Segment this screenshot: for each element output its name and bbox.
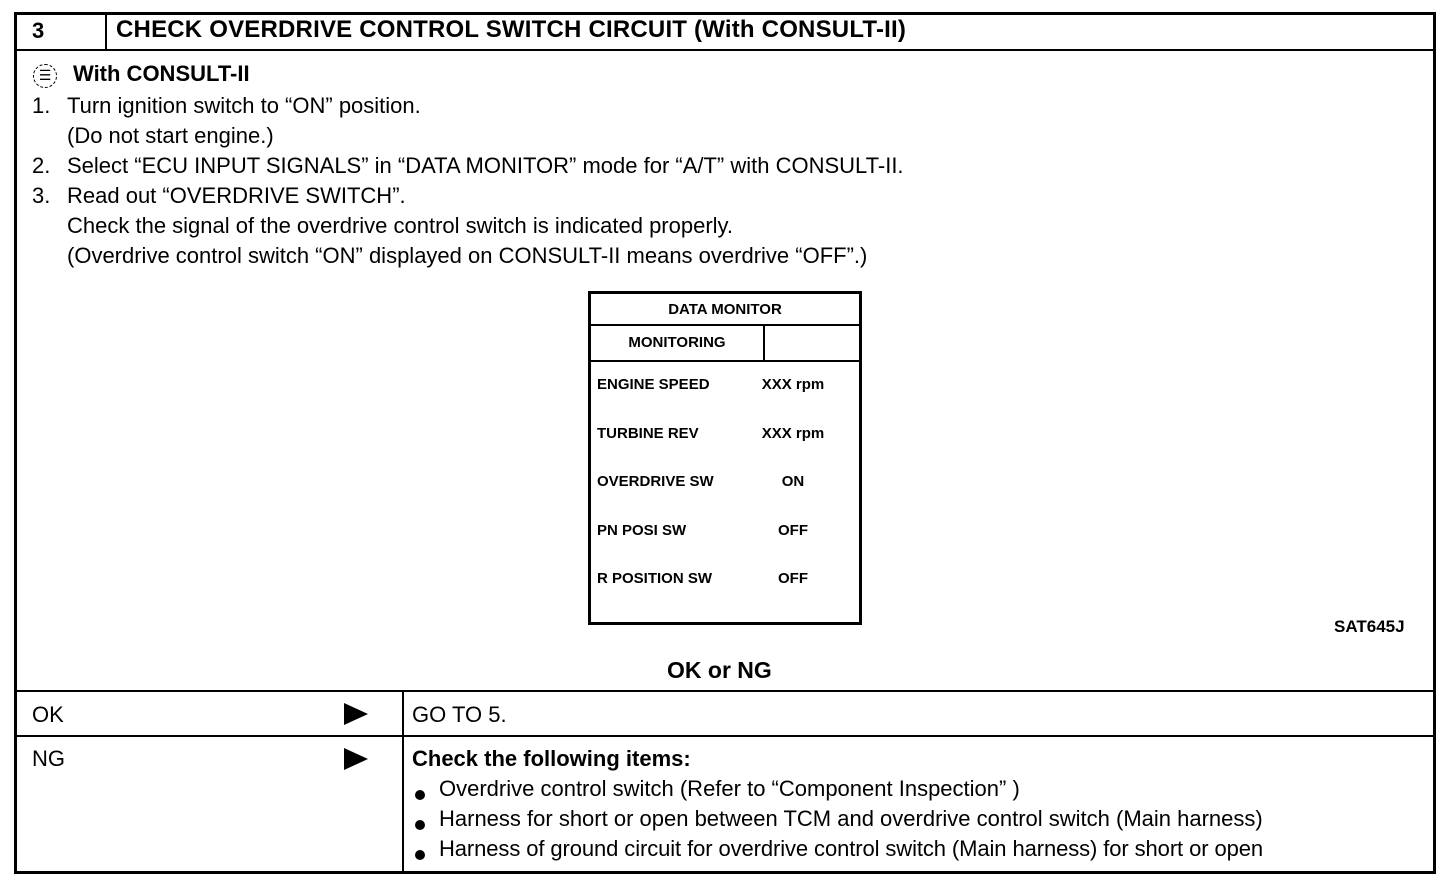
results-top-rule xyxy=(15,690,1435,692)
arrow-right-icon xyxy=(344,703,368,725)
consult-tester-icon: ☰ xyxy=(33,64,57,88)
monitor-item-overdrive-sw: OVERDRIVE SW xyxy=(597,473,714,490)
results-middle-rule xyxy=(15,735,1435,737)
result-ng-heading: Check the following items: xyxy=(412,746,691,771)
mode-label: With CONSULT-II xyxy=(73,61,250,86)
result-heading: OK or NG xyxy=(667,657,772,683)
bullet-icon xyxy=(415,820,425,830)
instruction-text: (Overdrive control switch “ON” displayed on CONSULT-II means overdrive “OFF”.) xyxy=(67,243,868,268)
monitor-value-pn-posi-sw: OFF xyxy=(778,522,808,539)
instruction-text: Read out “OVERDRIVE SWITCH”. xyxy=(67,183,406,208)
monitor-item-r-position-sw: R POSITION SW xyxy=(597,570,713,587)
result-ng-label: NG xyxy=(32,746,65,771)
step-title: CHECK OVERDRIVE CONTROL SWITCH CIRCUIT (With CONSULT-II) xyxy=(116,16,907,43)
arrow-right-icon xyxy=(344,748,368,770)
monitor-value-turbine-rev: XXX rpm xyxy=(761,425,825,442)
monitor-value-engine-speed: XXX rpm xyxy=(761,376,825,393)
data-monitor-screen xyxy=(588,291,862,625)
results-column-divider xyxy=(402,691,404,872)
result-ok-label: OK xyxy=(32,702,64,727)
step-number: 3 xyxy=(32,18,45,43)
bullet-icon xyxy=(415,790,425,800)
monitor-value-r-position-sw: OFF xyxy=(778,570,808,587)
monitor-item-engine-speed: ENGINE SPEED xyxy=(597,376,710,393)
result-ng-item: Harness of ground circuit for overdrive control switch (Main harness) for short or open xyxy=(439,836,1263,861)
instruction-number: 3. xyxy=(32,183,51,208)
result-ok-action: GO TO 5. xyxy=(412,702,507,727)
monitor-subtitle-blank-cell xyxy=(765,326,859,362)
monitor-value-overdrive-sw: ON xyxy=(781,473,805,490)
instruction-text: (Do not start engine.) xyxy=(67,123,274,148)
monitor-item-pn-posi-sw: PN POSI SW xyxy=(597,522,687,539)
header-bottom-rule xyxy=(15,49,1435,51)
monitor-subtitle: MONITORING xyxy=(591,326,765,362)
instruction-text: Turn ignition switch to “ON” position. xyxy=(67,93,421,118)
instruction-text: Select “ECU INPUT SIGNALS” in “DATA MONITOR” mode for “A/T” with CONSULT-II. xyxy=(67,153,904,178)
header-divider xyxy=(105,14,107,50)
result-ng-item: Harness for short or open between TCM and overdrive control switch (Main harness) xyxy=(439,806,1263,831)
figure-code: SAT645J xyxy=(1334,617,1405,636)
monitor-title: DATA MONITOR xyxy=(591,294,859,326)
instruction-number: 2. xyxy=(32,153,51,178)
instruction-number: 1. xyxy=(32,93,51,118)
result-ng-item: Overdrive control switch (Refer to “Component Inspection” ) xyxy=(439,776,1020,801)
bullet-icon xyxy=(415,850,425,860)
monitor-item-turbine-rev: TURBINE REV xyxy=(597,425,699,442)
instruction-text: Check the signal of the overdrive control switch is indicated properly. xyxy=(67,213,734,238)
